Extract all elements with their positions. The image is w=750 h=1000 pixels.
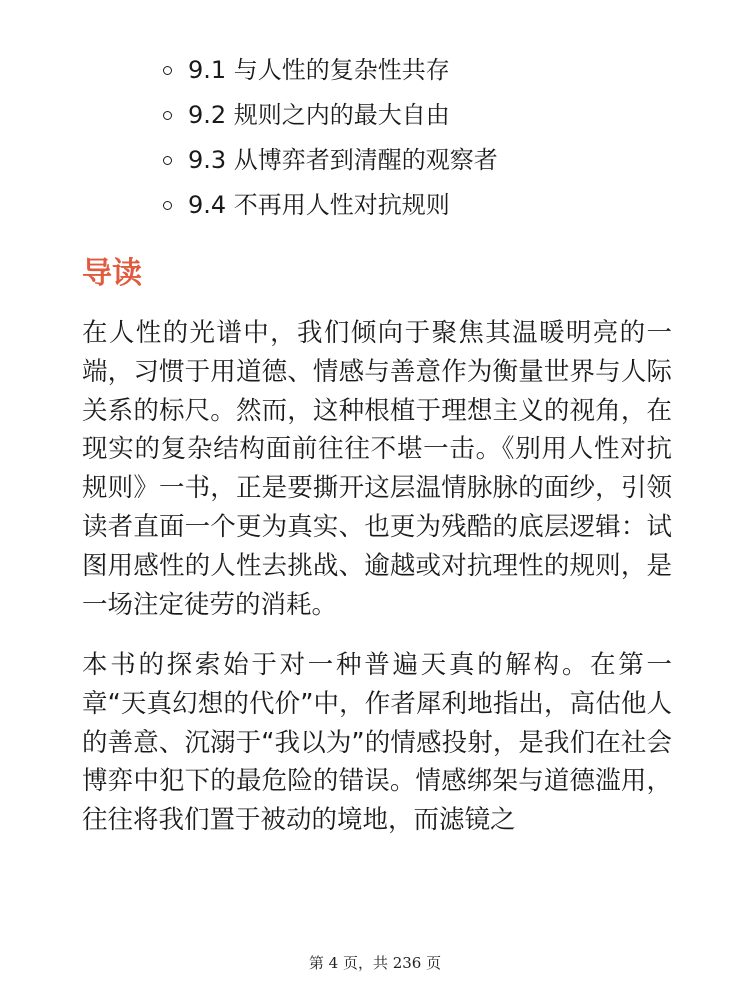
toc-item-9-4[interactable] xyxy=(160,183,498,228)
hollow-circle-bullet-icon xyxy=(163,156,172,165)
toc-item-9-3[interactable] xyxy=(160,138,498,183)
page-indicator: 第 4 页，共 236 页 xyxy=(308,954,442,972)
toc-item-9-2[interactable] xyxy=(160,93,498,138)
hollow-circle-bullet-icon xyxy=(163,111,172,120)
hollow-circle-bullet-icon xyxy=(163,66,172,75)
body-paragraph-2: 本书的探索始于对一种普遍天真的解构。在第一章“天真幻想的代价”中，作者犀利地指出，高估他人的善意、沉溺于“我以为”的情感投射，是我们在社会博弈中犯下的最危险的错误。情感绑架与道德滥用，往往将我们置于被动的境地，而滤镜之 xyxy=(82,650,672,836)
toc-item-label: 9.3 从博弈者到清醒的观察者 xyxy=(188,146,498,174)
body-paragraph-1: 在人性的光谱中，我们倾向于聚焦其温暖明亮的一端，习惯于用道德、情感与善意作为衡量世界与人际关系的标尺。然而，这种根植于理想主义的视角，在现实的复杂结构面前往往不堪一击。《别用人性对抗规则》一书，正是要撕开这层温情脉脉的面纱，引领读者直面一个更为真实、也更为残酷的底层逻辑：试图用感性的人性去挑战、逾越或对抗理性的规则，是一场注定徒劳的消耗。 xyxy=(82,318,672,620)
toc-item-label: 9.4 不再用人性对抗规则 xyxy=(188,191,450,219)
toc-item-label: 9.1 与人性的复杂性共存 xyxy=(188,56,450,84)
table-of-contents xyxy=(160,48,498,228)
toc-item-label: 9.2 规则之内的最大自由 xyxy=(188,101,450,129)
section-heading: 导读 xyxy=(82,256,142,291)
toc-item-9-1[interactable] xyxy=(160,48,498,93)
hollow-circle-bullet-icon xyxy=(163,201,172,210)
